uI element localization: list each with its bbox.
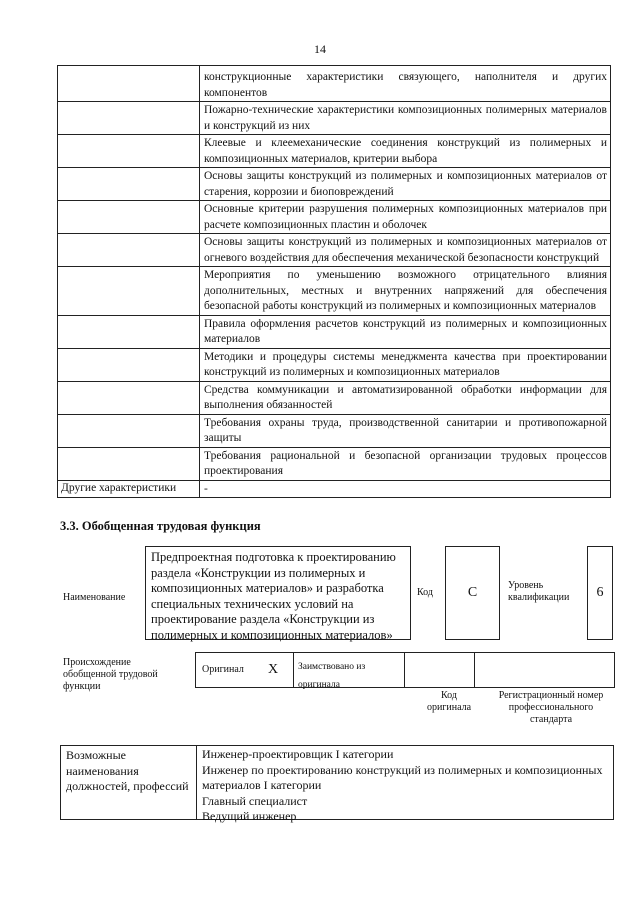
- list-item: Инженер-проектировщик I категории: [202, 747, 394, 761]
- original-label: Оригинал: [202, 664, 244, 675]
- original-code-cell: [405, 653, 475, 687]
- original-code-caption: Код оригинала: [426, 690, 472, 713]
- code-label: Код: [417, 587, 433, 598]
- table-row: [58, 349, 610, 382]
- table-row: [58, 168, 610, 201]
- section-title: 3.3. Обобщенная трудовая функция: [60, 519, 261, 533]
- qualification-level-box: 6: [587, 546, 613, 640]
- name-label: Наименование: [63, 592, 126, 603]
- other-characteristics-label: Другие характеристики: [58, 481, 200, 498]
- original-cell: [196, 653, 294, 687]
- code-value-box: C: [445, 546, 500, 640]
- origin-label: Происхождение обобщенной трудовой функции: [63, 657, 158, 692]
- borrowed-label: Заимствовано из оригинала: [298, 662, 366, 690]
- table-row: [58, 66, 610, 102]
- knowledge-item: Средства коммуникации и автоматизированной обработки информации для выполнения обязанностей: [204, 383, 607, 411]
- knowledge-item: Правила оформления расчетов конструкций из полимерных и композиционных материалов: [204, 317, 607, 345]
- table-row-other: [58, 481, 610, 499]
- knowledge-table: [57, 65, 611, 498]
- knowledge-item: Методики и процедуры системы менеджмента качества при проектировании конструкций из полимерных и композиционных материалов: [204, 350, 607, 378]
- positions-label: Возможные наименования должностей, профессий: [61, 746, 197, 819]
- origin-table: [195, 652, 615, 688]
- table-row: [58, 135, 610, 168]
- other-characteristics-value: -: [204, 482, 208, 495]
- list-item: Инженер по проектированию конструкций из полимерных и композиционных материалов I категории: [202, 762, 603, 792]
- list-item: Ведущий инженер: [202, 809, 297, 823]
- knowledge-item: Основы защиты конструкций из полимерных и композиционных материалов от огневого воздействия для обеспечения механической безопасности конструкций: [204, 236, 607, 264]
- table-row: [58, 316, 610, 349]
- knowledge-item: Клеевые и клеемеханические соединения конструкций из полимерных и композиционных материалов, критерии выбора: [204, 137, 607, 165]
- function-name-box: Предпроектная подготовка к проектированию раздела «Конструкции из полимерных и композиционных материалов» и разработка специальных технических условий на проектирование раздела «Конструкции из полимерных и композиционных материалов»: [145, 546, 411, 640]
- registration-number-cell: [475, 653, 614, 687]
- positions-list: [197, 746, 613, 823]
- table-row: [58, 382, 610, 415]
- positions-table: [60, 745, 614, 823]
- knowledge-item: конструкционные характеристики связующего, наполнителя и других компонентов: [204, 71, 607, 99]
- list-item: Главный специалист: [202, 793, 308, 808]
- knowledge-item: Мероприятия по уменьшению возможного отрицательного влияния дополнительных, местных и внутренних напряжений для обеспечения безопасной работы конструкций из полимерных и композиционных материалов: [204, 269, 607, 312]
- table-row: [58, 201, 610, 234]
- knowledge-item: Основы защиты конструкций из полимерных и композиционных материалов от старения, коррозии и биоповреждений: [204, 170, 607, 198]
- page-number: 14: [314, 42, 326, 56]
- knowledge-item: Основные критерии разрушения полимерных композиционных материалов при расчете композиционных пластин и оболочек: [204, 203, 607, 231]
- original-mark: X: [268, 662, 279, 677]
- table-row: [58, 267, 610, 316]
- knowledge-item: Пожарно-технические характеристики композиционных полимерных материалов и конструкций из них: [204, 104, 607, 132]
- registration-number-caption: Регистрационный номер профессионального стандарта: [498, 690, 604, 725]
- knowledge-item: Требования охраны труда, производственной санитарии и противопожарной защиты: [204, 416, 607, 444]
- qualification-level-label: Уровень квалификации: [508, 580, 570, 603]
- knowledge-item: Требования рациональной и безопасной организации трудовых процессов проектирования: [204, 449, 607, 477]
- table-row: [58, 415, 610, 448]
- table-row: [58, 448, 610, 481]
- table-row: [58, 102, 610, 135]
- borrowed-cell: [294, 653, 405, 690]
- table-row: [58, 234, 610, 267]
